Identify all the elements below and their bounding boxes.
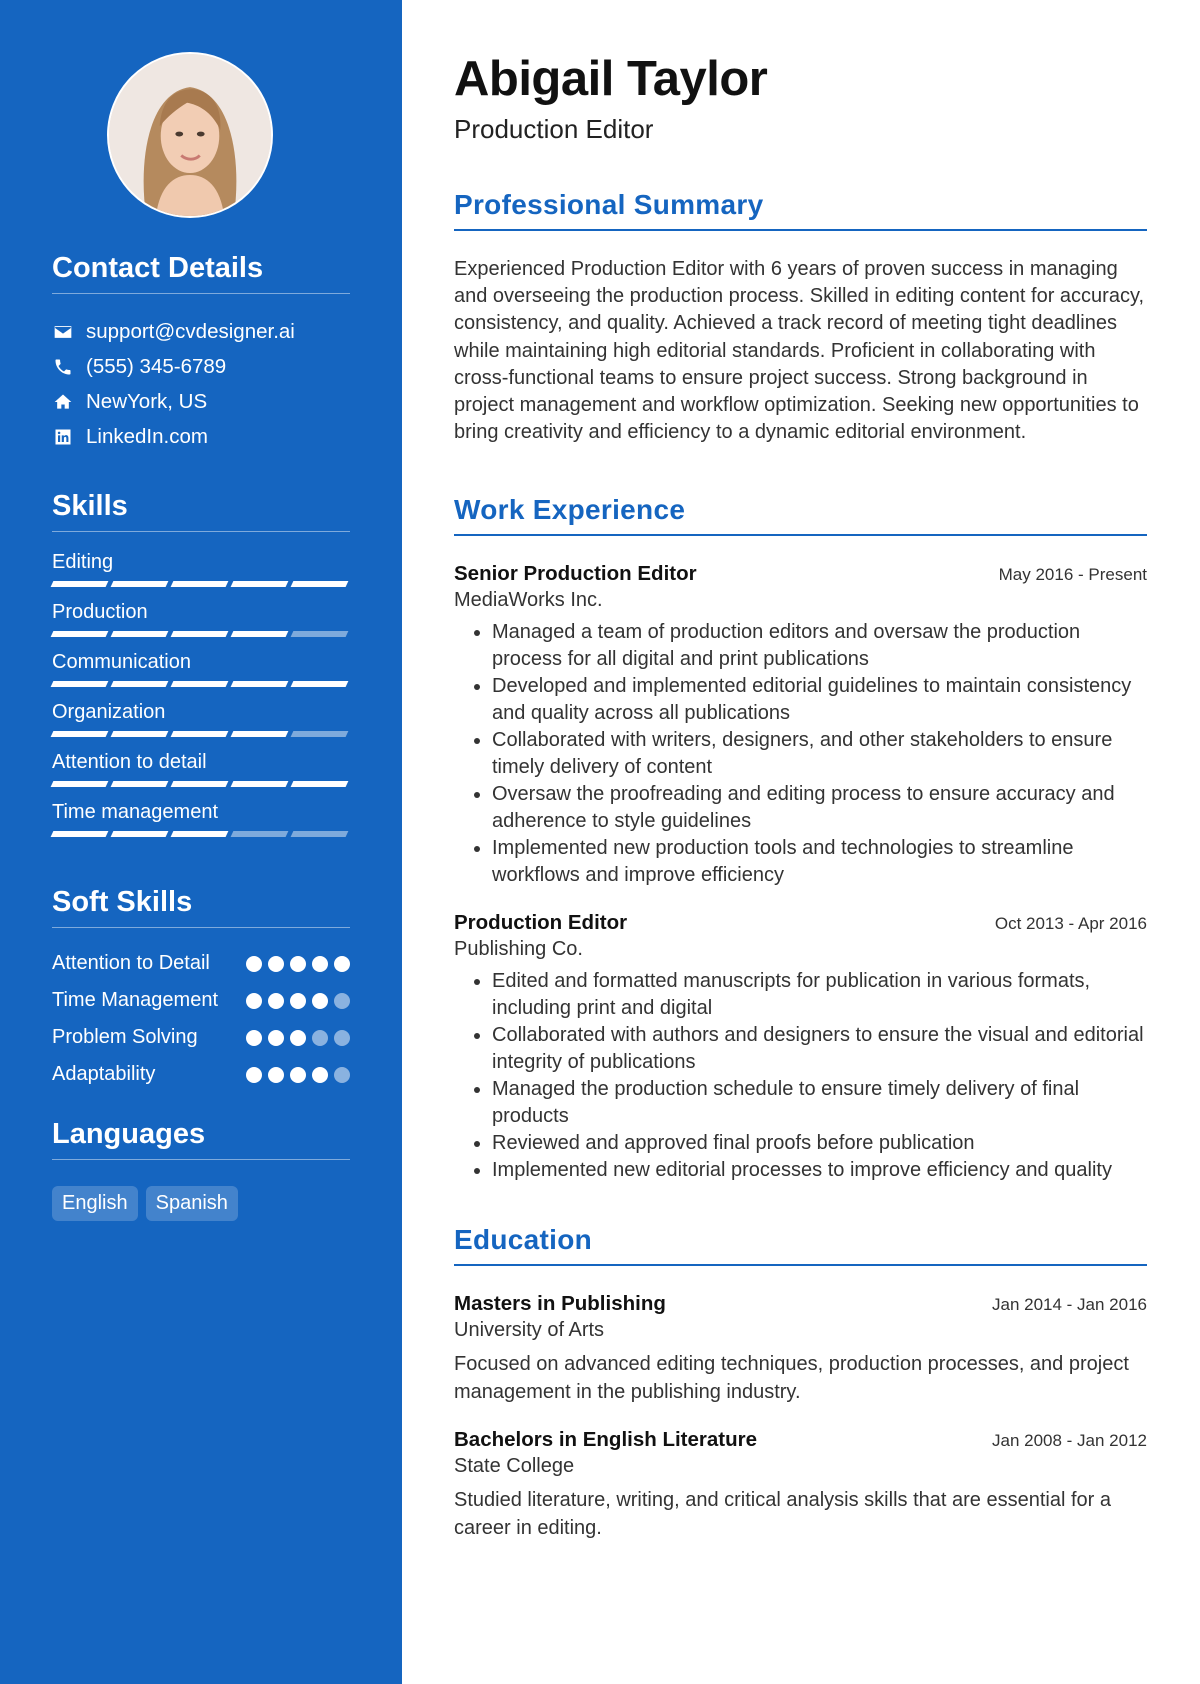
skill-bar-segment xyxy=(231,681,289,687)
soft-skill-item xyxy=(52,987,350,1014)
education-description: Studied literature, writing, and critical analysis skills that are essential for a career in editing. xyxy=(454,1489,1111,1540)
skill-bar-segment xyxy=(171,781,229,787)
job-company: Publishing Co. xyxy=(454,938,583,961)
contact-heading: Contact Details xyxy=(52,252,350,294)
skill-bar-segment xyxy=(231,581,289,587)
person-name: Abigail Taylor xyxy=(454,52,768,106)
skill-bar-segment xyxy=(171,731,229,737)
skill-name: Communication xyxy=(52,651,191,673)
job-bullet: • Developed and implemented editorial guidelines to maintain consistency and quality across all publications xyxy=(492,673,1147,727)
skill-bar-segment xyxy=(291,631,349,637)
education-date: Jan 2014 - Jan 2016 xyxy=(991,1295,1147,1315)
skill-bar-segment xyxy=(111,731,169,737)
job-header xyxy=(454,562,1147,586)
rating-dot xyxy=(246,1067,262,1083)
contact-list xyxy=(52,314,350,454)
job-bullet: • Implemented new production tools and technologies to streamline workflows and improve efficiency xyxy=(492,835,1147,889)
job-date: Oct 2013 - Apr 2016 xyxy=(994,914,1147,934)
rating-dot xyxy=(334,1067,350,1083)
education-degree: Bachelors in English Literature xyxy=(454,1428,758,1452)
skill-level-bar xyxy=(52,731,350,737)
education-header xyxy=(454,1428,1147,1452)
skill-bar-segment xyxy=(111,781,169,787)
languages-list xyxy=(52,1186,350,1221)
skill-bar-segment xyxy=(51,831,109,837)
skill-bar-segment xyxy=(111,581,169,587)
skill-item xyxy=(52,650,350,700)
contact-phone[interactable] xyxy=(52,349,350,384)
job-bullet: • Reviewed and approved final proofs before publication xyxy=(492,1130,1147,1157)
languages-heading: Languages xyxy=(52,1118,350,1160)
person-title: Production Editor xyxy=(454,114,654,144)
skill-bar-segment xyxy=(51,581,109,587)
skill-name: Time management xyxy=(52,801,218,823)
job-bullet: • Edited and formatted manuscripts for publication in various formats, including print and digital xyxy=(492,968,1147,1022)
soft-skill-rating xyxy=(246,993,350,1009)
job-bullets xyxy=(454,968,1147,1184)
avatar xyxy=(107,52,273,218)
job-bullet: • Collaborated with writers, designers, and other stakeholders to ensure timely delivery of content xyxy=(492,727,1147,781)
rating-dot xyxy=(290,1067,306,1083)
rating-dot xyxy=(268,1030,284,1046)
experience-heading: Work Experience xyxy=(454,494,1147,536)
soft-skill-name: Adaptability xyxy=(52,1063,156,1085)
soft-skill-name: Attention to Detail xyxy=(52,952,210,974)
skill-level-bar xyxy=(52,631,350,637)
rating-dot xyxy=(268,956,284,972)
rating-dot xyxy=(246,993,262,1009)
education-school: University of Arts xyxy=(454,1319,605,1342)
job-bullets xyxy=(454,619,1147,889)
experience-list xyxy=(454,562,1147,1184)
skill-level-bar xyxy=(52,781,350,787)
sidebar xyxy=(0,0,402,1684)
job-company: MediaWorks Inc. xyxy=(454,589,603,612)
job-bullet: • Collaborated with authors and designers to ensure the visual and editorial integrity of publications xyxy=(492,1022,1147,1076)
skill-name: Organization xyxy=(52,701,166,723)
rating-dot xyxy=(246,956,262,972)
soft-skill-item xyxy=(52,1061,350,1088)
job-header xyxy=(454,911,1147,935)
soft-skill-name: Time Management xyxy=(52,989,218,1011)
rating-dot xyxy=(290,1030,306,1046)
education-header xyxy=(454,1292,1147,1316)
skill-name: Production xyxy=(52,601,148,623)
contact-location-text: NewYork, US xyxy=(86,389,208,413)
language-tag: English xyxy=(52,1186,138,1221)
skills-list xyxy=(52,550,350,850)
skill-bar-segment xyxy=(51,631,109,637)
soft-skill-rating xyxy=(246,956,350,972)
skill-bar-segment xyxy=(291,581,349,587)
skill-item xyxy=(52,700,350,750)
skill-bar-segment xyxy=(231,631,289,637)
job-entry xyxy=(454,911,1147,1184)
skill-bar-segment xyxy=(291,731,349,737)
education-list xyxy=(454,1292,1147,1542)
soft-skills-heading: Soft Skills xyxy=(52,886,350,928)
skill-bar-segment xyxy=(171,831,229,837)
rating-dot xyxy=(312,993,328,1009)
education-degree: Masters in Publishing xyxy=(454,1292,666,1316)
contact-phone-text: (555) 345-6789 xyxy=(86,354,227,378)
rating-dot xyxy=(334,956,350,972)
skill-name: Editing xyxy=(52,551,114,573)
contact-email[interactable] xyxy=(52,314,350,349)
rating-dot xyxy=(290,956,306,972)
skill-bar-segment xyxy=(51,731,109,737)
home-icon xyxy=(52,391,74,413)
rating-dot xyxy=(334,1030,350,1046)
soft-skill-item xyxy=(52,1024,350,1051)
skill-item xyxy=(52,600,350,650)
contact-linkedin-text: LinkedIn.com xyxy=(86,424,208,448)
soft-skill-name: Problem Solving xyxy=(52,1026,198,1048)
rating-dot xyxy=(312,1030,328,1046)
skill-name: Attention to detail xyxy=(52,751,207,773)
rating-dot xyxy=(312,956,328,972)
skill-level-bar xyxy=(52,581,350,587)
education-date: Jan 2008 - Jan 2012 xyxy=(991,1431,1147,1451)
job-bullet: • Implemented new editorial processes to improve efficiency and quality xyxy=(492,1157,1147,1184)
soft-skills-list xyxy=(52,950,350,1088)
education-school: State College xyxy=(454,1455,575,1478)
contact-email-text: support@cvdesigner.ai xyxy=(86,319,295,343)
job-bullet: • Oversaw the proofreading and editing process to ensure accuracy and adherence to style guidelines xyxy=(492,781,1147,835)
skill-level-bar xyxy=(52,681,350,687)
language-tag: Spanish xyxy=(146,1186,238,1221)
skill-level-bar xyxy=(52,831,350,837)
skill-bar-segment xyxy=(291,781,349,787)
envelope-icon xyxy=(52,321,74,343)
rating-dot xyxy=(290,993,306,1009)
education-heading: Education xyxy=(454,1224,1147,1266)
soft-skill-item xyxy=(52,950,350,977)
main-content xyxy=(402,0,1200,1684)
education-description: Focused on advanced editing techniques, production processes, and project management in the publishing industry. xyxy=(454,1353,1129,1404)
skills-heading: Skills xyxy=(52,490,350,532)
linkedin-icon xyxy=(52,426,74,448)
skill-bar-segment xyxy=(171,681,229,687)
skill-bar-segment xyxy=(291,681,349,687)
job-bullet: • Managed a team of production editors and oversaw the production process for all digital and print publications xyxy=(492,619,1147,673)
skill-bar-segment xyxy=(231,781,289,787)
job-entry xyxy=(454,562,1147,889)
contact-location xyxy=(52,384,350,419)
skill-bar-segment xyxy=(111,631,169,637)
contact-linkedin[interactable] xyxy=(52,419,350,454)
skill-bar-segment xyxy=(111,681,169,687)
rating-dot xyxy=(334,993,350,1009)
rating-dot xyxy=(268,1067,284,1083)
skill-bar-segment xyxy=(171,581,229,587)
skill-item xyxy=(52,750,350,800)
rating-dot xyxy=(312,1067,328,1083)
skill-bar-segment xyxy=(291,831,349,837)
skill-bar-segment xyxy=(51,781,109,787)
skill-bar-segment xyxy=(51,681,109,687)
job-bullet: • Managed the production schedule to ensure timely delivery of final products xyxy=(492,1076,1147,1130)
education-entry xyxy=(454,1428,1147,1542)
summary-text: Experienced Production Editor with 6 years of proven success in managing and overseeing the production process. Skilled in editing content for accuracy, consistency, and quality. Achieved a track record of meeting tight deadlines while maintaining high editorial standards. Proficient in collaborating with cross-functional teams to ensure project success. Strong background in project management and workflow optimization. Seeking new opportunities to bring creativity and efficiency to a dynamic editorial environment. xyxy=(454,258,1145,444)
phone-icon xyxy=(52,356,74,378)
education-entry xyxy=(454,1292,1147,1406)
rating-dot xyxy=(268,993,284,1009)
summary-heading: Professional Summary xyxy=(454,189,1147,231)
skill-bar-segment xyxy=(111,831,169,837)
rating-dot xyxy=(246,1030,262,1046)
skill-bar-segment xyxy=(171,631,229,637)
job-role: Production Editor xyxy=(454,911,628,935)
job-role: Senior Production Editor xyxy=(454,562,697,586)
skill-item xyxy=(52,550,350,600)
skill-bar-segment xyxy=(231,831,289,837)
skill-bar-segment xyxy=(231,731,289,737)
job-date: May 2016 - Present xyxy=(998,565,1147,585)
profile-photo-icon xyxy=(109,54,271,216)
soft-skill-rating xyxy=(246,1030,350,1046)
skill-item xyxy=(52,800,350,850)
soft-skill-rating xyxy=(246,1067,350,1083)
